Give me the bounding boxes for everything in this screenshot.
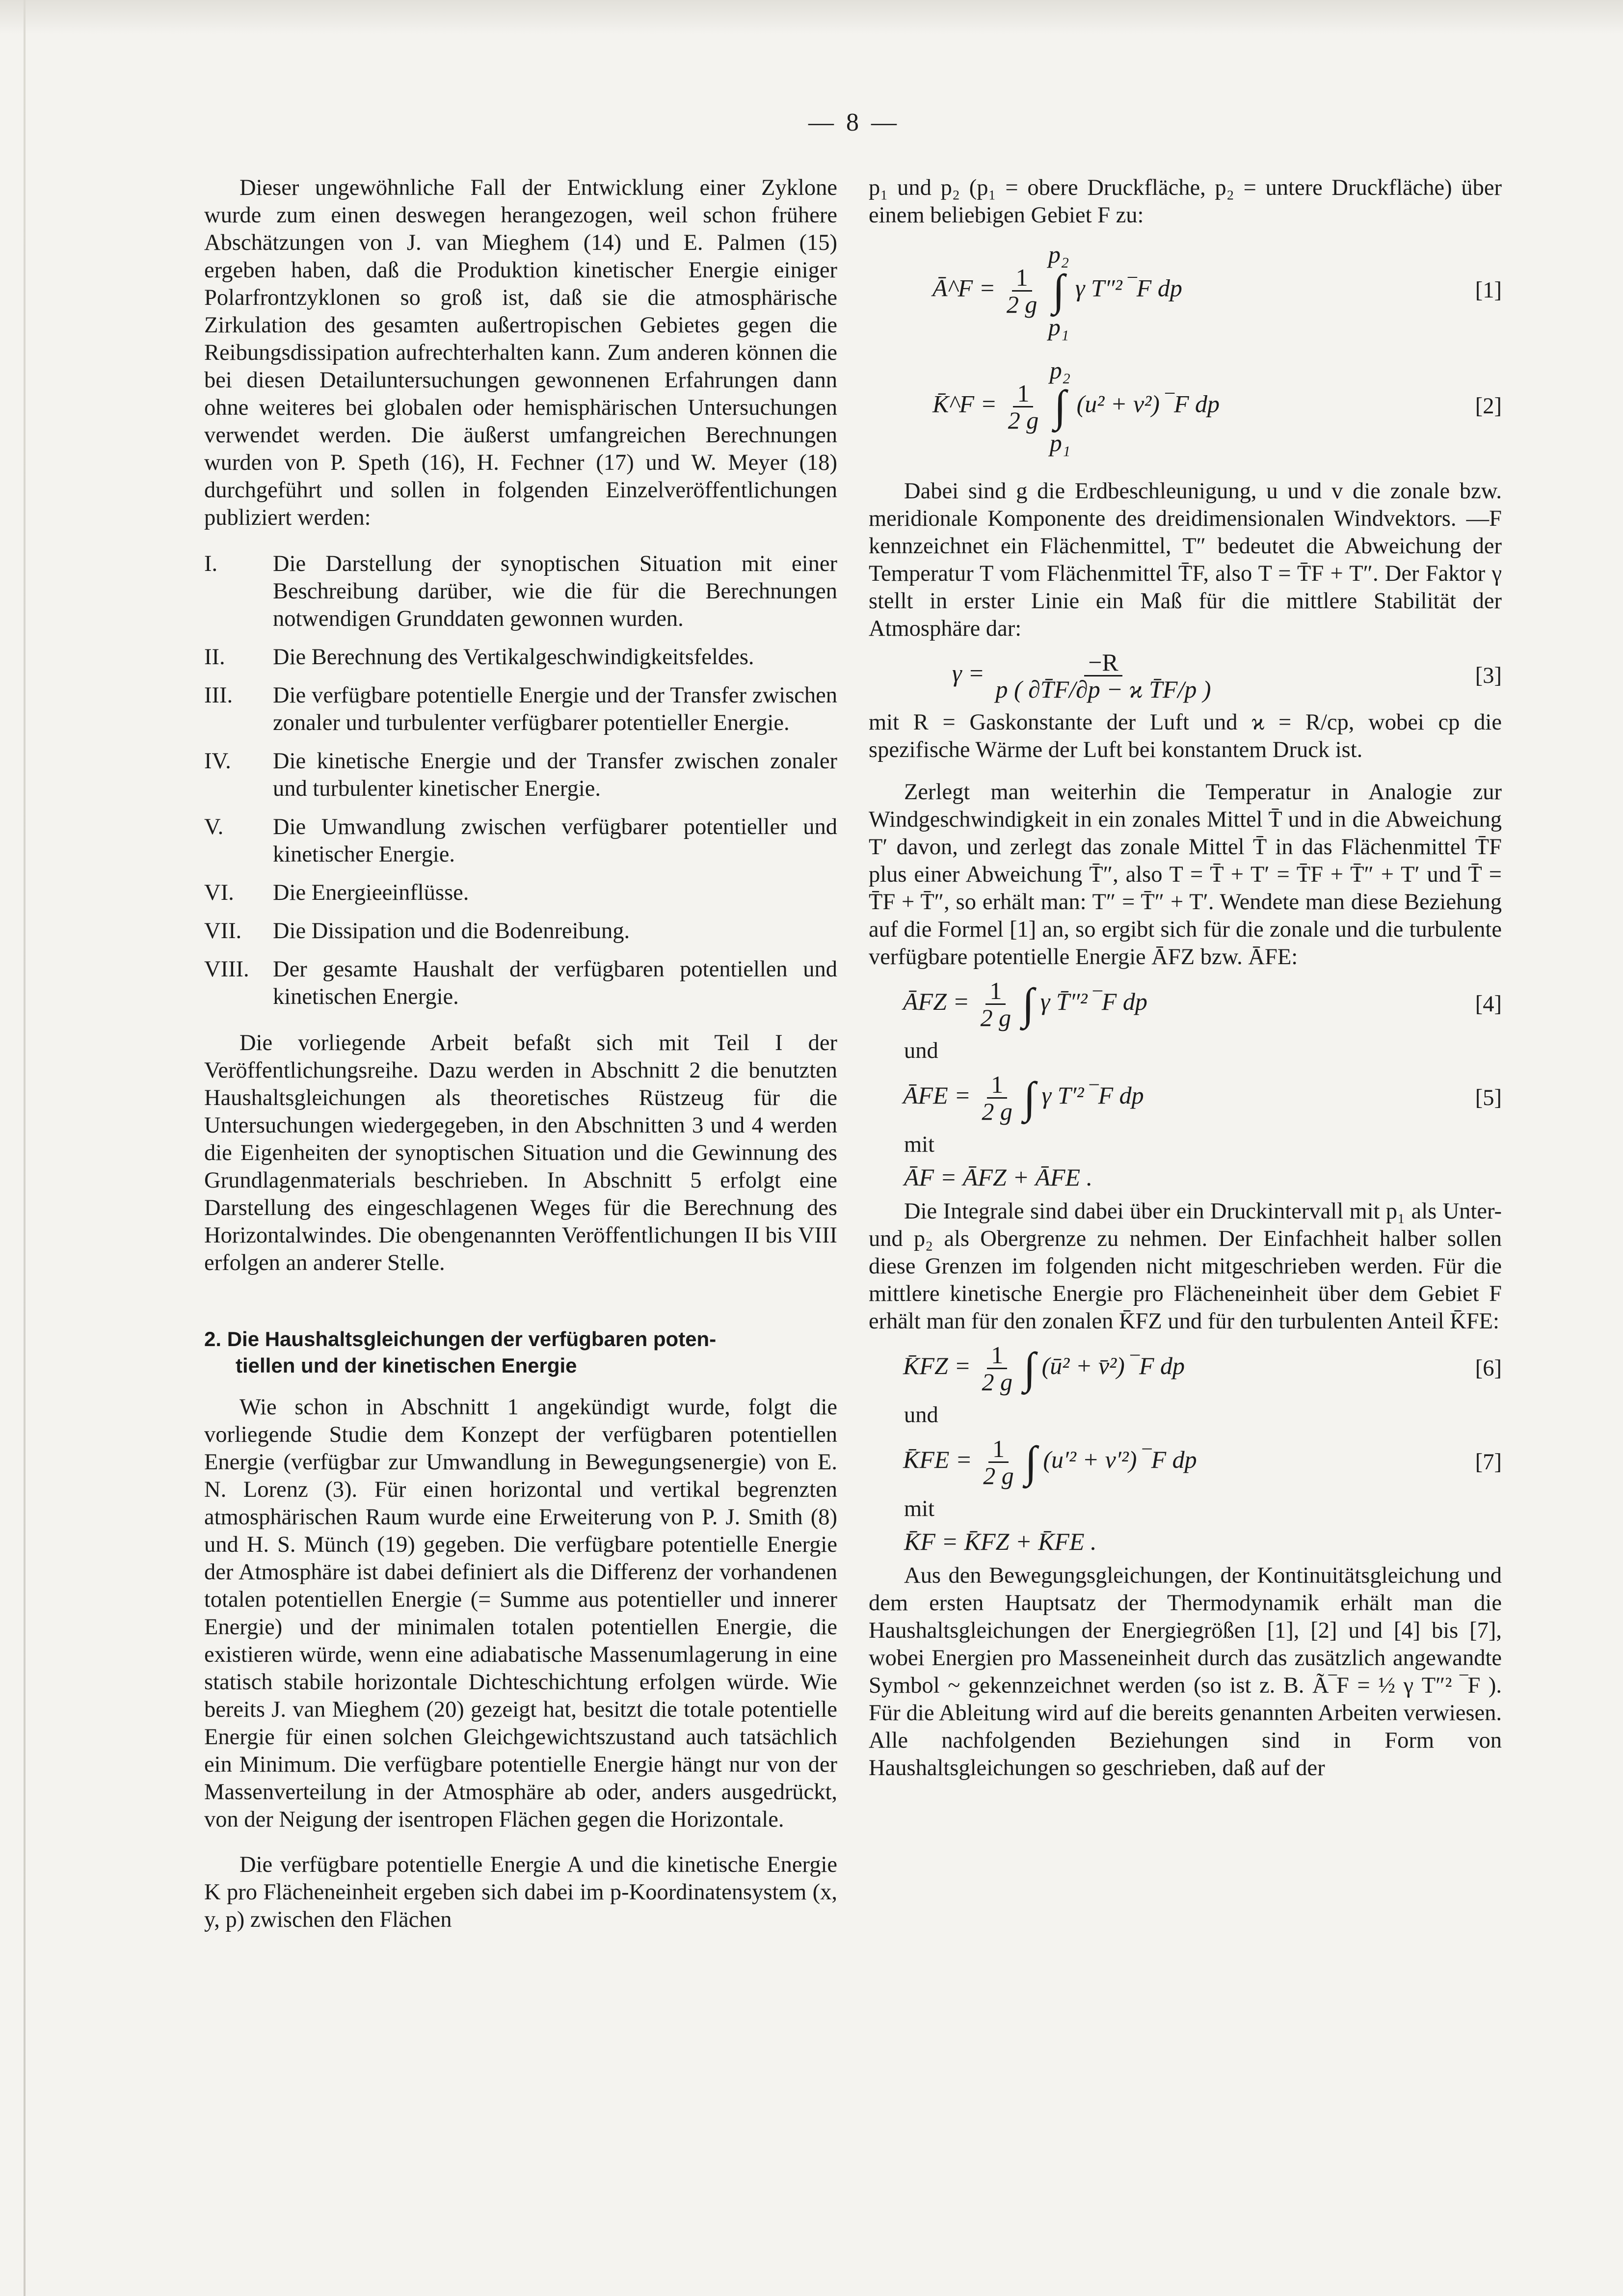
integral-lower-limit: p₁	[1049, 429, 1071, 457]
list-number: V.	[204, 814, 224, 839]
integrand: γ T″² ‾F dp	[1075, 274, 1182, 302]
list-number: VIII.	[204, 957, 249, 982]
list-text: Die Umwandlung zwischen verfügbarer potentieller und kinetischer Energie.	[273, 814, 837, 867]
integrand: (ū² + v̄²) ‾F dp	[1041, 1351, 1185, 1379]
equation-lhs: Ā^F =	[932, 274, 996, 302]
equation-label: [1]	[1475, 278, 1502, 303]
equation-lhs: K̄^F =	[932, 390, 997, 418]
integral-sign-icon: ∫	[1022, 979, 1035, 1028]
list-text: Der gesamte Haushalt der verfügbaren potentiellen und kinetischen Energie.	[273, 957, 837, 1009]
publication-list	[204, 550, 837, 1011]
connector-mit: mit	[904, 1132, 935, 1157]
fraction-denominator: 2 g	[980, 1004, 1011, 1031]
equation-label: [4]	[1475, 991, 1502, 1017]
equation-3	[869, 649, 1502, 702]
list-item	[204, 550, 837, 633]
paragraph-zerlegt: Zerlegt man weiterhin die Temperatur in Analogie zur Windgeschwindigkeit in ein zonales Mittel T̄ und in die Abweichung T′ davon, und zerlegt das zonale Mittel T̄ in das Flächenmittel T̄F plus einer Abweichung T̄″, also T = T̄ + T′ = T̄F + T̄″ + T′ und T̄ = T̄F + T̄″, so erhält man: T″ = T̄″ + T′. Wendete man diese Beziehung auf die Formel [1] an, so ergibt sich für die zonale und die turbulente verfügbare potentielle Energie ĀFZ bzw. ĀFE:	[869, 780, 1502, 970]
equation-7	[869, 1436, 1502, 1488]
paragraph-pressure-surfaces: p₁ und p₂ (p₁ = obere Druckfläche, p₂ = untere Druckfläche) über einem beliebigen Gebiet F zu:	[869, 175, 1502, 228]
paragraph-dabei: Dabei sind g die Erdbeschleunigung, u und v die zonale bzw. meridionale Komponente des dreidimensionalen Windvektors. —F kennzeichnet ein Flächenmittel, T″ bedeutet die Abweichung der Temperatur T vom Flächenmittel T̄F, also T = T̄F + T″. Der Faktor γ stellt in erster Linie ein Maß für die mittlere Stabilität der Atmosphäre dar:	[869, 479, 1502, 641]
equation-label: [2]	[1475, 394, 1502, 419]
list-text: Die kinetische Energie und der Transfer zwischen zonaler und turbulenter kinetischer Energie.	[273, 749, 837, 801]
list-number: VI.	[204, 880, 234, 905]
list-number: I.	[204, 551, 218, 576]
integral-lower-limit: p₁	[1048, 313, 1069, 341]
section-paragraph-2: Die verfügbare potentielle Energie A und die kinetische Energie K pro Flächeneinheit ergeben sich dabei im p-Koordinatensystem (x, y, p) zwischen den Flächen	[204, 1852, 837, 1932]
integral-upper-limit: p₂	[1048, 241, 1069, 268]
connector-und: und	[904, 1038, 938, 1063]
equation-lhs: K̄FE =	[903, 1445, 972, 1473]
section-heading-line-2: tiellen und der kinetischen Energie	[236, 1354, 577, 1377]
integrand: (u² + v²) ‾F dp	[1076, 390, 1220, 418]
page-number: — 8 —	[808, 108, 900, 136]
equation-1	[869, 236, 1502, 345]
integrand: (u′² + v′²) ‾F dp	[1043, 1445, 1197, 1473]
fraction-numerator: 1	[987, 1072, 1007, 1099]
integral-sign-icon: ∫	[1052, 266, 1065, 315]
fraction-denominator: 2 g	[1008, 406, 1039, 434]
equation-2	[869, 352, 1502, 461]
equation-5	[869, 1072, 1502, 1124]
integral-upper-limit: p₂	[1049, 356, 1071, 384]
fraction-numerator: −R	[1084, 649, 1122, 676]
equation-lhs: ĀFZ =	[903, 987, 970, 1015]
equation-sum-a: ĀF = ĀFZ + ĀFE .	[904, 1163, 1093, 1191]
scan-shadow-left	[24, 0, 26, 2296]
list-number: III.	[204, 683, 233, 708]
list-item	[204, 918, 837, 945]
paragraph-mit-r: mit R = Gaskonstante der Luft und ϰ = R/cp, wobei cp die spezifische Wärme der Luft bei konstantem Druck ist.	[869, 710, 1502, 762]
list-number: II.	[204, 645, 225, 670]
equation-sum-k: K̄F = K̄FZ + K̄FE .	[904, 1528, 1097, 1555]
fraction-denominator: 2 g	[983, 1462, 1014, 1489]
equation-6	[869, 1342, 1502, 1395]
section-paragraph-1: Wie schon in Abschnitt 1 angekündigt wurde, folgt die vorliegende Studie dem Konzept der verfügbaren potentiellen Energie (verfügbar zur Umwandlung in Bewegungsenergie) von E. N. Lorenz (3). Für einen horizontal und vertikal begrenzten atmosphärischen Raum wurde eine Erweiterung von P. J. Smith (8) und H. S. Münch (19) gegeben. Die verfügbare potentielle Energie der Atmosphäre ist dabei definiert als die Differenz der vorhandenen totalen potentiellen Energie (= Summe aus potentieller und innerer Energie) und der minimalen totalen potentiellen Energie, die existieren würde, wenn eine adiabatische Massenumlagerung in eine statisch stabile horizontale Dichteschichtung erfolgen würde. Wie bereits J. van Mieghem (20) gezeigt hat, besitzt die totale potentielle Energie für einen solchen Gleichgewichtszustand auch tatsächlich ein Minimum. Die verfügbare potentielle Energie hängt nur von der Massenverteilung in der Atmosphäre ab oder, anders ausgedrückt, von der Neigung der isentropen Flächen gegen die Horizontale.	[204, 1395, 837, 1832]
list-item	[204, 879, 837, 907]
integral-sign-icon: ∫	[1023, 1073, 1036, 1122]
intro-paragraph: Dieser ungewöhnliche Fall der Entwicklung einer Zyklone wurde zum einen deswegen herangezogen, weil schon frühere Abschätzungen von J. van Mieghem (14) und E. Palmen (15) ergeben haben, daß die Produktion kinetischer Energie einiger Polarfrontzyklonen so groß ist, daß sie die atmosphärische Zirkulation des gesamten außertropischen Gebietes gegen die Reibungsdissipation aufrechterhalten kann. Zum anderen können die bei diesen Detailuntersuchungen gewonnenen Erfahrungen dann ohne weiteres bei globalen oder hemisphärischen Untersuchungen verwendet werden. Die äußerst umfangreichen Berechnungen wurden von P. Speth (16), H. Fechner (17) und W. Meyer (18) durchgeführt und sollen in folgenden Einzelveröffentlichungen publiziert werden:	[204, 175, 837, 530]
section-heading	[204, 1326, 837, 1379]
fraction-numerator: 1	[987, 1342, 1007, 1369]
equation-lhs: γ =	[952, 659, 984, 687]
fraction-denominator: 2 g	[982, 1098, 1012, 1125]
fraction-denominator: 2 g	[1006, 290, 1038, 318]
fraction-numerator: 1	[985, 978, 1006, 1005]
integrand: γ T′² ‾F dp	[1041, 1081, 1144, 1109]
left-column	[204, 174, 837, 1934]
list-number: VII.	[204, 918, 242, 944]
equation-lhs: ĀFE =	[903, 1081, 971, 1109]
equation-label: [7]	[1475, 1449, 1502, 1475]
outline-paragraph: Die vorliegende Arbeit befaßt sich mit Teil I der Veröffentlichungsreihe. Dazu werden in Abschnitt 2 die benutzten Haushaltsgleichungen als theoretisches Rüstzeug für die Untersuchungen wiedergegeben, in den Abschnitten 3 und 4 werden die Eigenheiten der synoptischen Situation und die Gewinnung des Grundlagenmaterials beschrieben. In Abschnitt 5 erfolgt eine Darstellung des eingeschlagenen Weges für die Berechnung des Horizontalwindes. Die obengenannten Veröffentlichungen II bis VIII erfolgen an anderer Stelle.	[204, 1030, 837, 1275]
list-item	[204, 748, 837, 803]
equation-4	[869, 978, 1502, 1030]
section-heading-line-1: 2. Die Haushaltsgleichungen der verfügbaren poten-	[204, 1327, 717, 1351]
fraction-numerator: 1	[988, 1436, 1009, 1463]
list-number: IV.	[204, 749, 231, 774]
list-text: Die Energieeinflüsse.	[273, 880, 469, 905]
integral-sign-icon: ∫	[1025, 1437, 1037, 1486]
fraction-denominator: 2 g	[982, 1368, 1012, 1396]
list-text: Die Darstellung der synoptischen Situation mit einer Beschreibung darüber, wie die für die Berechnungen notwendigen Grunddaten gewonnen wurden.	[273, 551, 837, 631]
fraction-numerator: 1	[1012, 265, 1032, 292]
paragraph-integrale: Die Integrale sind dabei über ein Druckintervall mit p₁ als Unter- und p₂ als Obergrenze zu nehmen. Der Einfachheit halber sollen diese Grenzen im folgenden nicht mitgeschrieben werden. Für die mittlere kinetische Energie pro Flächeneinheit über dem Gebiet F erhält man für den zonalen K̄FZ und für den turbulenten Anteil K̄FE:	[869, 1199, 1502, 1334]
integrand: γ T̄″² ‾F dp	[1040, 987, 1147, 1015]
list-item	[204, 644, 837, 671]
list-text: Die verfügbare potentielle Energie und der Transfer zwischen zonaler und turbulenter verfügbarer potentieller Energie.	[273, 683, 837, 735]
list-text: Die Berechnung des Vertikalgeschwindigkeitsfeldes.	[273, 645, 754, 670]
list-item	[204, 956, 837, 1011]
integral-sign-icon: ∫	[1054, 382, 1066, 431]
integral-sign-icon: ∫	[1023, 1344, 1036, 1393]
list-text: Die Dissipation und die Bodenreibung.	[273, 918, 630, 944]
paragraph-final: Aus den Bewegungsgleichungen, der Kontinuitätsgleichung und dem ersten Hauptsatz der Thermodynamik erhält man die Haushaltsgleichungen der Energiegrößen [1], [2] und [4] bis [7], wobei Energien pro Masseneinheit durch das zusätzlich angewandte Symbol ~ gekennzeichnet werden (so ist z. B. Ã‾F = ½ γ T″² ‾F ). Für die Ableitung wird auf die bereits genannten Arbeiten verwiesen. Alle nachfolgenden Beziehungen sind in Form von Haushaltsgleichungen so geschrieben, daß auf der	[869, 1563, 1502, 1781]
right-column	[869, 174, 1502, 1782]
equation-label: [5]	[1475, 1085, 1502, 1110]
connector-und: und	[904, 1403, 938, 1428]
fraction-denominator: p ( ∂T̄F/∂p − ϰ T̄F/p )	[995, 675, 1211, 703]
equation-label: [3]	[1475, 663, 1502, 688]
list-item	[204, 813, 837, 868]
scan-shadow-top	[0, 0, 1623, 34]
equation-label: [6]	[1475, 1355, 1502, 1381]
connector-mit: mit	[904, 1496, 935, 1521]
fraction-numerator: 1	[1013, 380, 1033, 407]
equation-lhs: K̄FZ =	[903, 1351, 971, 1379]
list-item	[204, 682, 837, 737]
